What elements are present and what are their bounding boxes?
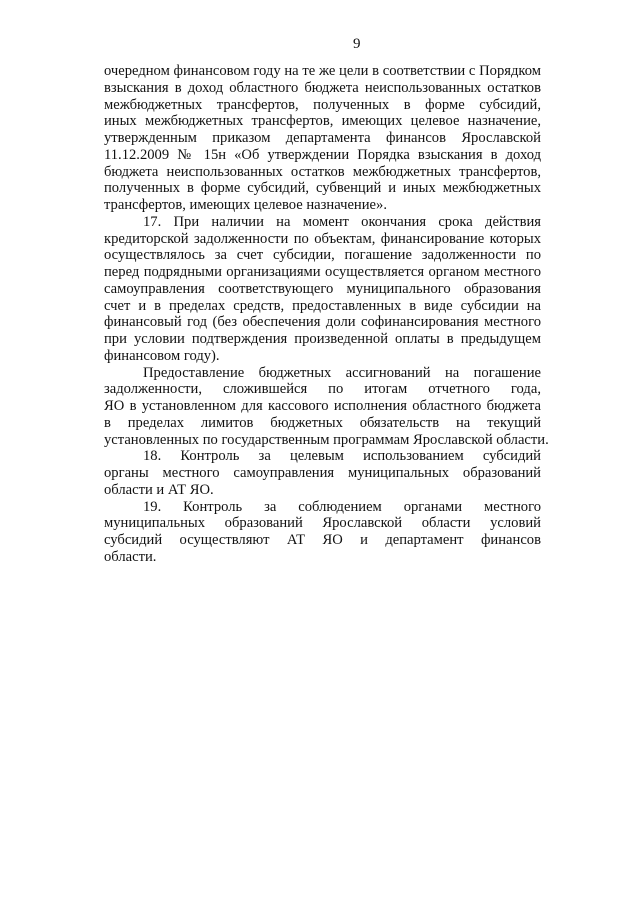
text-line: осуществлялось за счет субсидии, погашение задолженности по [104,247,541,264]
text-line: утвержденным приказом департамента финансов Ярославской [104,130,541,146]
text-line: трансфертов, имеющих целевое назначение». [104,197,387,213]
text-line: межбюджетных трансфертов, полученных в форме субсидий, [104,96,541,113]
text-line: самоуправления соответствующего муниципального образования [104,280,541,297]
text-line: перед подрядными организациями осуществляется органом местного [104,264,541,280]
text-line: задолженности, сложившейся по итогам отчетного года, [104,381,541,398]
paragraph [104,448,541,498]
text-line: субсидий осуществляют АТ ЯО и департамент финансов [104,532,541,548]
text-line: муниципальных образований Ярославской области условий [104,515,541,532]
text-line: ЯО в установленном для кассового исполнения областного бюджета [104,398,541,414]
text-line: 18. Контроль за целевым использованием субсидий [143,448,541,465]
text-line: счет и в пределах средств, предоставленных в виде субсидии на [104,297,541,314]
text-line: 19. Контроль за соблюдением органами местного [143,498,541,515]
text-line: кредиторской задолженности по объектам, финансирование которых [104,230,541,247]
text-line: области. [104,548,157,565]
text-line: бюджета неиспользованных остатков межбюджетных трансфертов, [104,163,541,180]
text-line: иных межбюджетных трансфертов, имеющих целевое назначение, [104,113,541,130]
paragraph [104,499,541,566]
paragraph [104,214,541,365]
document-body [104,63,549,566]
text-line: 17. При наличии на момент окончания срока действия [143,213,541,230]
paragraph [104,364,549,449]
text-line: органы местного самоуправления муниципальных образований [104,465,541,481]
paragraph [104,63,541,214]
text-line: полученных в форме субсидий, субвенций и иных межбюджетных [104,180,541,197]
text-line: очередном финансовом году на те же цели в соответствии с Порядком [104,63,541,79]
page-number: 9 [353,36,361,52]
text-line: финансовый год (без обеспечения доли софинансирования местного [104,314,541,331]
text-line: области и АТ ЯО. [104,481,214,498]
text-line: финансовом году). [104,347,220,364]
text-line: в пределах лимитов бюджетных обязательств на текущий [104,414,541,431]
text-line: 11.12.2009 № 15н «Об утверждении Порядка взыскания в доход [104,146,541,163]
text-line: при условии подтверждения произведенной оплаты в предыдущем [104,331,541,347]
text-line: установленных по государственным программам Ярославской области. [104,431,549,448]
text-line: взыскания в доход областного бюджета неиспользованных остатков [104,79,541,96]
text-line: Предоставление бюджетных ассигнований на погашение [143,364,541,381]
